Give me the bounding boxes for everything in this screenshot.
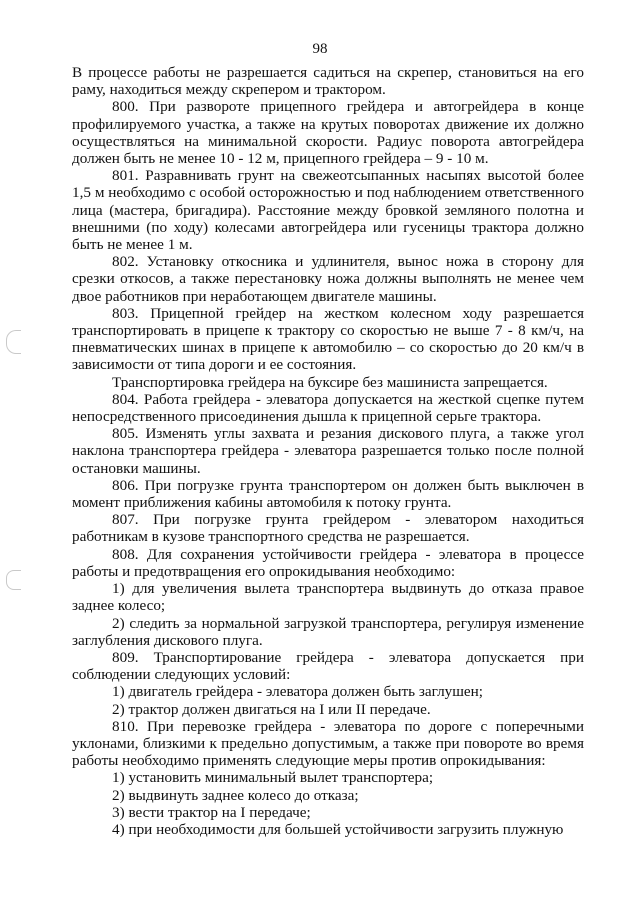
document-body (72, 64, 584, 838)
paragraph-801: 801. Разравнивать грунт на свежеотсыпанных насыпях высотой более 1,5 м необходимо с особой осторожностью и под наблюдением ответственного лица (мастера, бригадира). Расстояние между бровкой земляного полотна и внешними (по ходу) колесами автогрейдера или гусеницы трактора должно быть не менее 1 м. (72, 167, 584, 254)
list-item: 1) установить минимальный вылет транспортера; (112, 769, 434, 787)
list-item: 2) следить за нормальной загрузкой транспортера, регулируя изменение заглубления дискового плуга. (72, 614, 584, 649)
paragraph-800: 800. При развороте прицепного грейдера и автогрейдера в конце профилируемого участка, а также на крутых поворотах движение их должно осуществляться на минимальной скорости. Радиус поворота автогрейдера должен быть не менее 10 - 12 м, прицепного грейдера – 9 - 10 м. (72, 98, 584, 168)
list-item: 1) для увеличения вылета транспортера выдвинуть до отказа правое заднее колесо; (72, 580, 584, 615)
list-item: 3) вести трактор на I передаче; (112, 803, 311, 821)
paragraph: В процессе работы не разрешается садиться на скрепер, становиться на его раму, находиться между скрепером и трактором. (72, 64, 584, 99)
paragraph-807: 807. При погрузке грунта грейдером - элеватором находиться работникам в кузове транспортного средства не разрешается. (72, 511, 584, 546)
list-item: 1) двигатель грейдера - элеватора должен быть заглушен; (112, 683, 484, 701)
list-item: 4) при необходимости для большей устойчивости загрузить плужную (112, 820, 564, 838)
paragraph-803: 803. Прицепной грейдер на жестком колесном ходу разрешается транспортировать в прицепе к трактору со скоростью не выше 7 - 8 км/ч, на пневматических шинах в прицепе к автомобилю – со скоростью до 20 км/ч в зависимости от типа дороги и ее состояния. (72, 304, 584, 374)
paragraph-809: 809. Транспортирование грейдера - элеватора допускается при соблюдении следующих условий: (72, 648, 584, 684)
page-number: 98 (312, 41, 328, 57)
paragraph: Транспортировка грейдера на буксире без машиниста запрещается. (112, 373, 548, 391)
paragraph-802: 802. Установку откосника и удлинителя, вынос ножа в сторону для срезки откосов, а также перестановку ножа должны выполнять не менее чем двое работников при неработающем двигателе машины. (72, 253, 584, 305)
paragraph-808: 808. Для сохранения устойчивости грейдера - элеватора в процессе работы и предотвращения его опрокидывания необходимо: (72, 545, 584, 580)
paragraph-805: 805. Изменять углы захвата и резания дискового плуга, а также угол наклона транспортера грейдера - элеватора разрешается только после полной остановки машины. (72, 425, 584, 477)
paragraph-804: 804. Работа грейдера - элеватора допускается на жесткой сцепке путем непосредственного присоединения дышла к прицепной серьге трактора. (72, 390, 584, 426)
list-item: 2) трактор должен двигаться на I или II передаче. (112, 700, 431, 718)
margin-scan-mark (6, 570, 21, 590)
paragraph-806: 806. При погрузке грунта транспортером он должен быть выключен в момент приближения кабины автомобиля к потоку грунта. (72, 476, 584, 512)
paragraph-810: 810. При перевозке грейдера - элеватора по дороге с поперечными уклонами, близкими к предельно допустимым, а также при повороте во время работы необходимо применять следующие меры против опрокидывания: (72, 717, 584, 770)
list-item: 2) выдвинуть заднее колесо до отказа; (112, 786, 359, 804)
margin-scan-mark (6, 330, 21, 354)
